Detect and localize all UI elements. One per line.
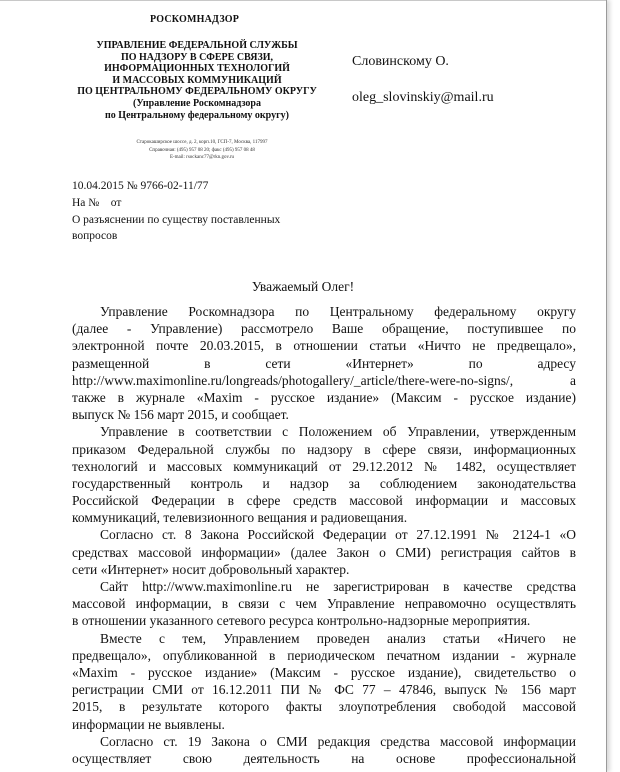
letter-body — [72, 303, 576, 767]
reference-block — [72, 178, 332, 244]
org-line: (Управление Роскомнадзора — [133, 97, 261, 109]
body-line: информации не выявлены. — [72, 716, 225, 732]
body-line: массовой информации, в связи с чем Управление неправомочно осуществлять — [72, 596, 576, 612]
salutation: Уважаемый Олег! — [251, 279, 355, 294]
organization-name-block — [62, 40, 332, 121]
body-line: сети «Интернет» носит добровольный характер. — [72, 561, 350, 577]
org-line: ПО НАДЗОРУ В СФЕРЕ СВЯЗИ, — [120, 51, 274, 63]
org-line: УПРАВЛЕНИЕ ФЕДЕРАЛЬНОЙ СЛУЖБЫ — [96, 40, 298, 51]
letter-subject — [72, 213, 332, 244]
agency-name: РОСКОМНАДЗОР — [150, 14, 240, 25]
org-line: ИНФОРМАЦИОННЫХ ТЕХНОЛОГИЙ — [104, 63, 290, 75]
body-line: Вместе с тем, Управлением проведен анализ статьи «Ничего не — [100, 630, 576, 646]
address-line: Старокаширское шоссе, д. 2, корп.10, ГСП-7, Москва, 117997 — [136, 140, 268, 145]
recipient-name: Словинскому О. — [352, 54, 449, 69]
body-line: «Maxim - русское издание» (Максим - русское издание), свидетельство о — [72, 664, 576, 680]
body-line: Сайт http://www.maximonline.ru не зарегистрирован в качестве средства — [100, 579, 576, 594]
body-line: Российской Федерации в сфере средств массовой информации и массовых — [72, 493, 576, 509]
body-line: в отношении указанного сетевого ресурса контрольно-надзорные мероприятия. — [72, 613, 531, 629]
recipient-block — [352, 54, 552, 106]
body-line: государственный контроль и надзор за соблюдением законодательства — [72, 475, 576, 491]
body-line: также в журнале «Maxim - русское издание» (Максим - русское издание) — [72, 389, 576, 405]
address-block — [82, 139, 322, 162]
org-line: по Центральному федеральному округу) — [105, 109, 289, 121]
body-line: приказом Федеральной службы по надзору в сфере связи, информационных — [72, 441, 576, 457]
body-line: Управление Роскомнадзора по Центральному федеральному округу — [100, 304, 576, 319]
body-line: Согласно ст. 8 Закона Российской Федерации от 27.12.1991 № 2124-1 «О — [100, 527, 576, 543]
in-reply-to: На № от — [72, 197, 122, 209]
body-line: осуществляет свою деятельность на основе профессиональной — [72, 750, 576, 766]
org-line: И МАССОВЫХ КОММУНИКАЦИЙ — [112, 74, 282, 86]
body-line: 2015, в результате которого факты злоупотребления свободой массовой — [72, 699, 576, 715]
body-line: выпуск № 156 март 2015, и сообщает. — [72, 407, 289, 423]
body-line: технологий и массовых коммуникаций от 29.12.2012 № 1482, осуществляет — [72, 458, 576, 474]
body-line: электронной почте 20.03.2015, в отношении статьи «Ничто не предвещало», — [72, 338, 576, 354]
body-line: (далее - Управление) рассмотрело Ваше обращение, поступившее по — [72, 321, 576, 337]
body-line: предвещало», опубликованной в периодическом печатном издании - журнале — [72, 647, 576, 663]
recipient-email: oleg_slovinskiy@mail.ru — [352, 90, 494, 105]
phone-line: Справочная: (495) 957 08 20; факс (495) 957 08 48 — [149, 147, 255, 153]
org-line: ПО ЦЕНТРАЛЬНОМУ ФЕДЕРАЛЬНОМУ ОКРУГУ — [77, 86, 317, 98]
subject-line: вопросов — [72, 229, 118, 242]
body-line: Управление в соответствии с Положением об Управлении, утвержденным — [100, 424, 576, 440]
body-line: http://www.maximonline.ru/longreads/photogallery/_article/there-were-no-signs/, а — [72, 372, 576, 388]
email-line: E-mail: rsockanc77@rkn.gov.ru — [169, 155, 235, 160]
page-edge — [0, 0, 606, 1]
body-line: средствах массовой информации» (далее Закон о СМИ) регистрация сайтов в — [72, 544, 576, 560]
letter-date-number: 10.04.2015 № 9766-02-11/77 — [72, 180, 209, 192]
body-line: размещенной в сети «Интернет» по адресу — [72, 355, 576, 371]
body-line: Согласно ст. 19 Закона о СМИ редакция средства массовой информации — [100, 733, 576, 749]
body-line: регистрации СМИ от 16.12.2011 ПИ № ФС 77 – 47846, выпуск № 156 март — [72, 682, 576, 698]
body-line: коммуникаций, телевизионного вещания и радиовещания. — [72, 510, 408, 526]
subject-line: О разъяснении по существу поставленных — [72, 214, 281, 226]
